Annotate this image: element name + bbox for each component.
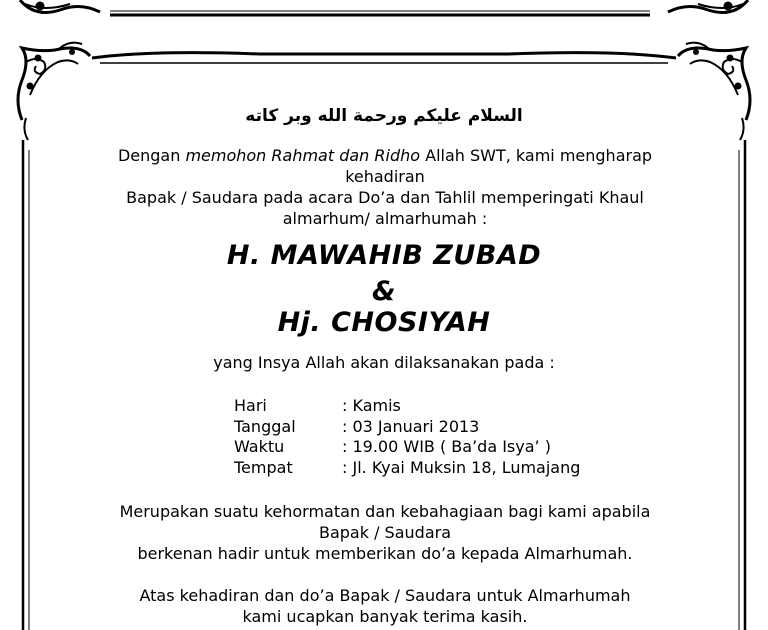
closing-1-line-1: Merupakan suatu kehormatan dan kebahagiaan bagi kami apabila (119, 502, 651, 521)
opening-paragraph (75, 145, 695, 229)
event-intro: yang Insya Allah akan dilaksanakan pada : (213, 353, 555, 372)
detail-value: : Kamis (342, 396, 401, 415)
opening-emphasis: memohon Rahmat dan Ridho (185, 146, 421, 165)
closing-2-line-1: Atas kehadiran dan do’a Bapak / Saudara untuk Almarhumah (139, 586, 631, 605)
opening-line-1: Dengan memohon Rahmat dan Ridho Allah SWT, kami mengharap (117, 146, 653, 165)
detail-label: Tanggal (234, 416, 296, 436)
detail-row-day (234, 396, 580, 417)
closing-1-line-2: Bapak / Saudara (318, 523, 451, 542)
ampersand: & (371, 276, 397, 307)
top-frame-line (92, 53, 676, 63)
arabic-greeting: السلام عليكم ورحمة الله وبر كاته (245, 106, 523, 126)
detail-row-time (234, 437, 580, 458)
detail-row-date (234, 417, 580, 438)
opening-line-4: almarhum/ almarhumah : (282, 209, 488, 228)
honoree-name-1: H. MAWAHIB ZUBAD (226, 240, 542, 271)
event-details (234, 396, 580, 478)
honoree-name-2: Hj. CHOSIYAH (277, 307, 491, 338)
opening-line-2: kehadiran (345, 167, 425, 186)
detail-label: Hari (234, 396, 267, 415)
closing-paragraph-2 (75, 585, 695, 627)
closing-1-line-3: berkenan hadir untuk memberikan do’a kepada Almarhumah. (137, 544, 633, 563)
opening-line-3: Bapak / Saudara pada acara Do’a dan Tahlil memperingati Khaul (126, 188, 644, 207)
detail-label: Waktu (234, 437, 285, 456)
top-strip-ornament (20, 0, 748, 15)
closing-2-line-2: kami ucapkan banyak terima kasih. (242, 607, 528, 626)
closing-paragraph-1 (75, 501, 695, 564)
detail-value: : 19.00 WIB ( Ba’da Isya’ ) (342, 437, 551, 456)
detail-label: Tempat (234, 457, 293, 477)
detail-row-place (234, 458, 580, 479)
detail-value: : 03 Januari 2013 (342, 416, 480, 436)
detail-value: : Jl. Kyai Muksin 18, Lumajang (342, 457, 581, 477)
